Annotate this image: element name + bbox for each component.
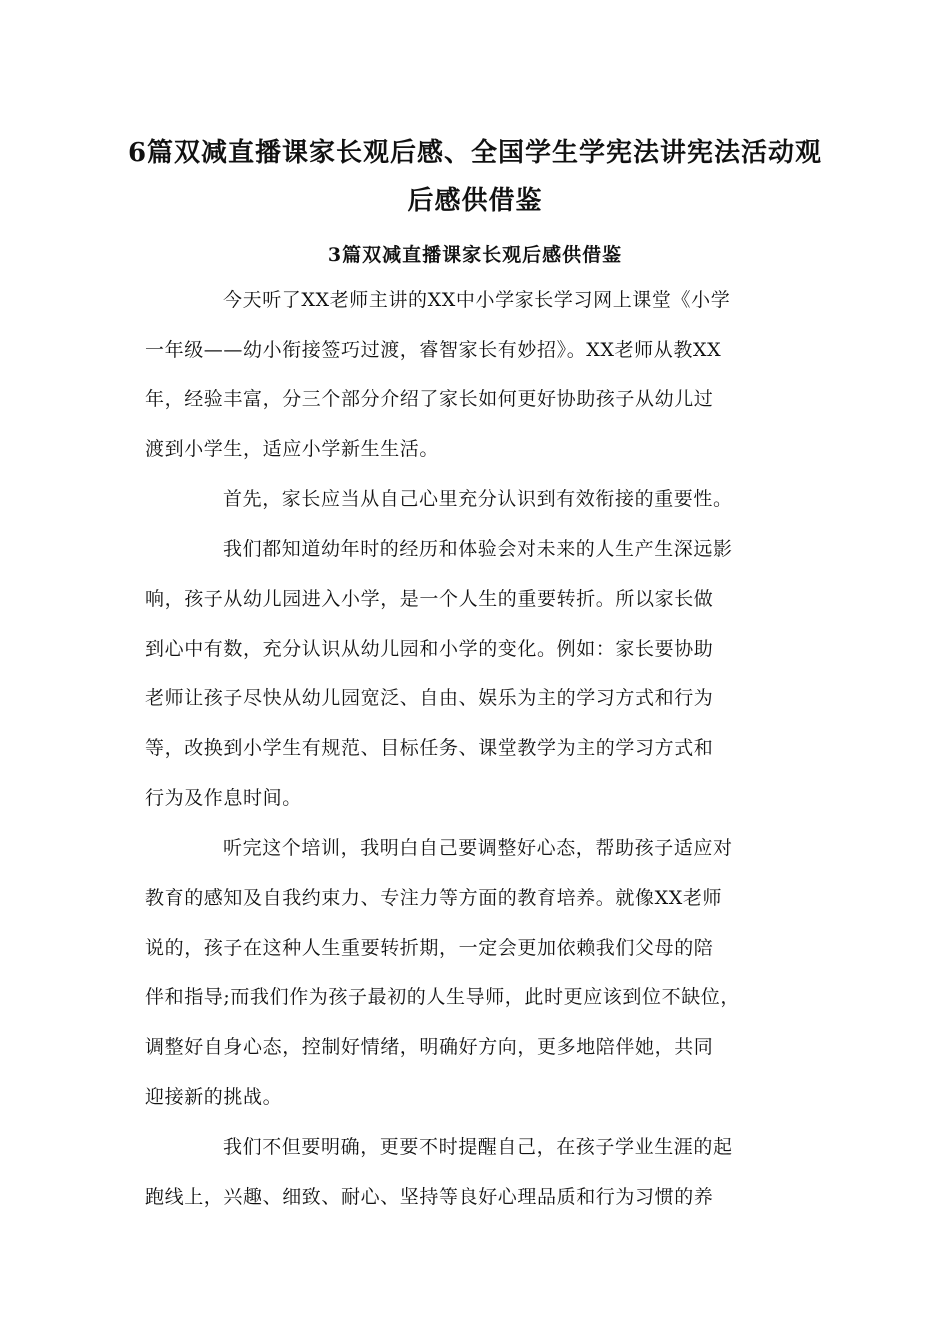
body-line: 老师让孩子尽快从幼儿园宽泛、自由、娱乐为主的学习方式和行为 [145,687,714,709]
body-line: 行为及作息时间。 [145,787,302,809]
body-line: 我们不但要明确，更要不时提醒自己，在孩子学业生涯的起 [223,1136,733,1158]
body-line: 年，经验丰富，分三个部分介绍了家长如何更好协助孩子从幼儿过 [145,388,714,410]
document-title-line-1: 6篇双减直播课家长观后感、全国学生学宪法讲宪法活动观 [127,138,823,168]
body-line: 伴和指导;而我们作为孩子最初的人生导师，此时更应该到位不缺位， [145,986,741,1008]
body-line: 教育的感知及自我约束力、专注力等方面的教育培养。就像XX老师 [145,887,723,909]
body-line: 迎接新的挑战。 [145,1086,283,1108]
body-line: 今天听了XX老师主讲的XX中小学家长学习网上课堂《小学 [223,289,731,311]
document-title-line-2: 后感供借鉴 [407,186,543,216]
body-line: 渡到小学生，适应小学新生生活。 [145,438,440,460]
body-line: 我们都知道幼年时的经历和体验会对未来的人生产生深远影 [223,538,733,560]
body-line: 说的，孩子在这种人生重要转折期，一定会更加依赖我们父母的陪 [145,937,714,959]
body-line: 调整好自身心态，控制好情绪，明确好方向，更多地陪伴她，共同 [145,1036,714,1058]
body-line: 跑线上，兴趣、细致、耐心、坚持等良好心理品质和行为习惯的养 [145,1186,714,1208]
body-line: 等，改换到小学生有规范、目标任务、课堂教学为主的学习方式和 [145,737,714,759]
body-line: 一年级——幼小衔接签巧过渡，睿智家长有妙招》。XX老师从教XX [145,339,722,361]
body-line: 首先，家长应当从自己心里充分认识到有效衔接的重要性。 [223,488,733,510]
section-subtitle: 3篇双减直播课家长观后感供借鉴 [327,244,623,266]
body-line: 响，孩子从幼儿园进入小学，是一个人生的重要转折。所以家长做 [145,588,714,610]
body-line: 听完这个培训，我明白自己要调整好心态，帮助孩子适应对 [223,837,733,859]
body-line: 到心中有数，充分认识从幼儿园和小学的变化。例如：家长要协助 [145,638,714,660]
